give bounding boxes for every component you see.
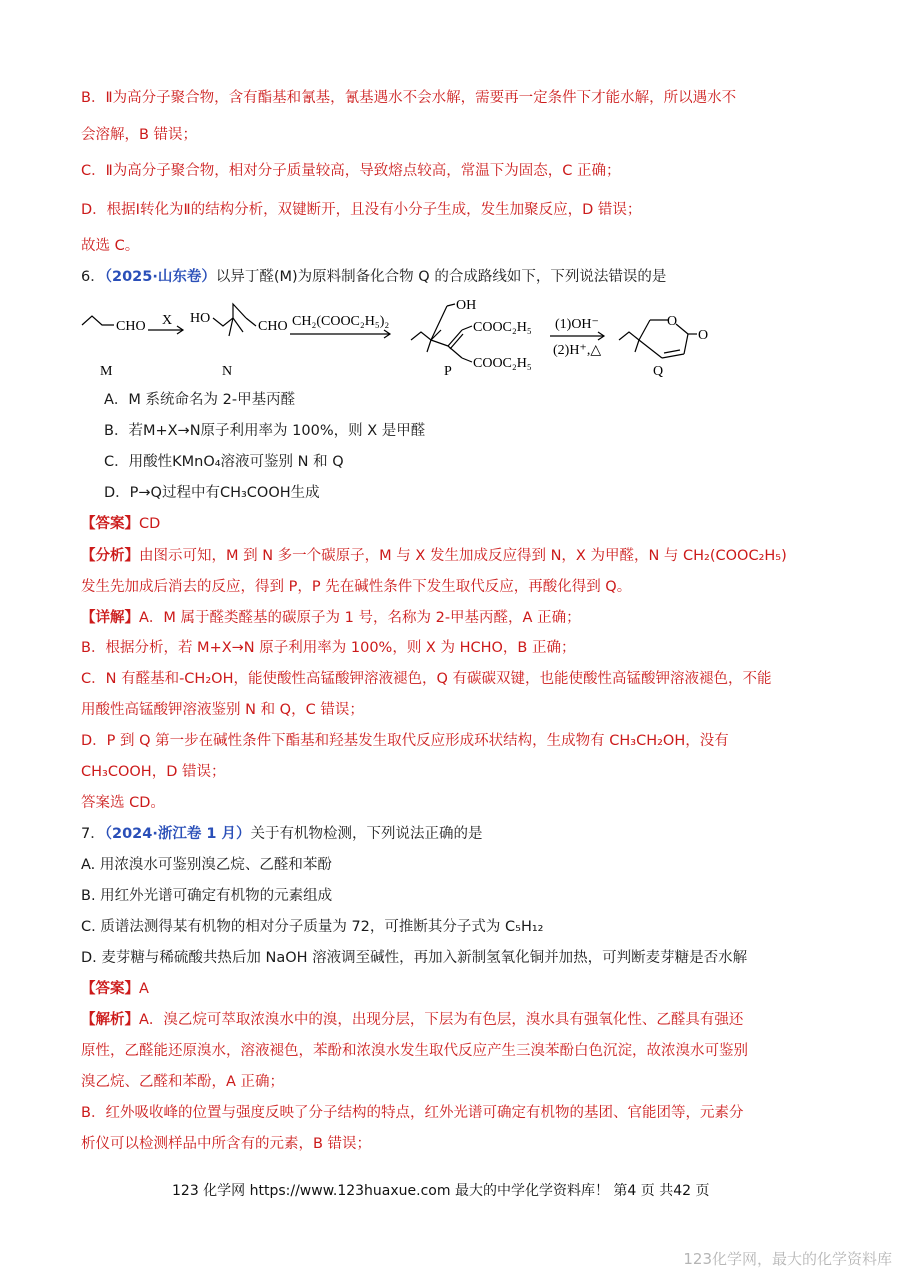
scheme-n-ho: HO [190,311,211,326]
question-6-detail-b: B．根据分析，若 M+X→N 原子利用率为 100%，则 X 为 HCHO，B 正确； [81,640,576,656]
synthesis-scheme [0,292,902,382]
page-footer: 123 化学网 https://www.123huaxue.com 最大的中学化学资料库！ 第4 页 共42 页 [172,1183,710,1199]
question-7-text: 关于有机物检测，下列说法正确的是 [250,826,483,842]
question-7-explain-a1 [81,1010,743,1030]
scheme-q-o-carbonyl: O [698,328,709,343]
scheme-x-label: X [162,313,173,328]
detail-tag: 【详解】 [81,610,139,626]
scheme-n-label: N [222,364,233,379]
question-6-answer [81,514,160,534]
question-7-explain-a2: 原性，乙醛能还原溴水，溶液褪色，苯酚和浓溴水发生取代反应产生三溴苯酚白色沉淀，故浓溴水可鉴别 [81,1043,748,1059]
question-6-detail-d2: CH₃COOH，D 错误； [81,764,226,780]
question-7-option-d: D. 麦芽糖与稀硫酸共热后加 NaOH 溶液调至碱性，再加入新制氢氧化铜并加热，可判断麦芽糖是否水解 [81,950,748,966]
question-6-number: 6． [81,269,105,285]
analysis-text-1: 由图示可知，M 到 N 多一个碳原子，M 与 X 发生加成反应得到 N，X 为甲醛，N 与 CH₂(COOC₂H₅) [139,548,787,564]
scheme-m-cho: CHO [116,319,146,334]
question-7-source: （2024·浙江卷 1 月） [104,826,251,842]
watermark: 123化学网，最大的化学资料库 [683,1250,892,1268]
question-7-answer [81,979,149,999]
question-7-option-a: A. 用浓溴水可鉴别溴乙烷、乙醛和苯酚 [81,857,332,873]
scheme-p-ester1: COOC₂H₅ [473,320,532,335]
question-6-detail-a [81,608,581,628]
scheme-step2: (2)H⁺,△ [553,343,602,358]
prev-option-c: C．Ⅱ为高分子聚合物，相对分子质量较高，导致熔点较高，常温下为固态，C 正确； [81,163,621,179]
prev-option-b-line1: B．Ⅱ为高分子聚合物，含有酯基和氰基，氰基遇水不会水解，需要再一定条件下才能水解，所以遇水不 [81,90,737,106]
question-7-number: 7． [81,826,105,842]
question-6-stem [81,267,666,287]
answer-tag: 【答案】 [81,981,139,997]
explain-a1-text: A．溴乙烷可萃取浓溴水中的溴，出现分层，下层为有色层，溴水具有强氧化性、乙醛具有强还 [139,1012,744,1028]
prev-option-d: D．根据Ⅰ转化为Ⅱ的结构分析，双键断开，且没有小分子生成，发生加聚反应，D 错误； [81,202,642,218]
question-6-analysis-line2: 发生先加成后消去的反应，得到 P，P 先在碱性条件下发生取代反应，再酸化得到 Q。 [81,579,632,595]
scheme-p-ester2: COOC₂H₅ [473,356,532,371]
question-6-detail-c2: 用酸性高锰酸钾溶液鉴别 N 和 Q，C 错误； [81,702,364,718]
prev-choose: 故选 C。 [81,238,140,254]
question-6-option-a: A．M 系统命名为 2-甲基丙醛 [104,392,296,408]
scheme-q-label: Q [653,364,664,379]
scheme-reagent: CH₂(COOC₂H₅)₂ [292,314,390,329]
question-6-detail-d1: D．P 到 Q 第一步在碱性条件下酯基和羟基发生取代反应形成环状结构，生成物有 CH₃CH₂OH，没有 [81,733,729,749]
question-6-final: 答案选 CD。 [81,795,165,811]
analysis-tag: 【分析】 [81,548,139,564]
explain-tag: 【解析】 [81,1012,139,1028]
question-7-option-c: C. 质谱法测得某有机物的相对分子质量为 72，可推断其分子式为 C₅H₁₂ [81,919,544,935]
prev-option-b-line2: 会溶解，B 错误； [81,127,198,143]
answer-tag: 【答案】 [81,516,139,532]
detail-a-text: A．M 属于醛类醛基的碳原子为 1 号，名称为 2-甲基丙醛，A 正确； [139,610,581,626]
question-6-analysis-line1 [81,546,787,566]
question-6-option-d: D．P→Q过程中有CH₃COOH生成 [104,485,320,501]
question-7-stem [81,824,483,844]
scheme-p-label: P [444,364,452,379]
answer-value: A [139,981,149,997]
scheme-step1: (1)OH⁻ [555,317,599,332]
question-6-source: （2025·山东卷） [104,269,216,285]
scheme-p-oh: OH [456,298,477,313]
question-6-option-c: C．用酸性KMnO₄溶液可鉴别 N 和 Q [104,454,344,470]
scheme-m-label: M [100,364,113,379]
answer-value: CD [139,516,161,532]
scheme-n-cho: CHO [258,319,288,334]
question-7-explain-b2: 析仪可以检测样品中所含有的元素，B 错误； [81,1136,372,1152]
question-6-option-b: B．若M+X→N原子利用率为 100%，则 X 是甲醛 [104,423,426,439]
question-7-explain-b1: B．红外吸收峰的位置与强度反映了分子结构的特点，红外光谱可确定有机物的基团、官能团等，元素分 [81,1105,744,1121]
question-6-text: 以异丁醛(M)为原料制备化合物 Q 的合成路线如下，下列说法错误的是 [215,269,667,285]
question-7-explain-a3: 溴乙烷、乙醛和苯酚，A 正确； [81,1074,285,1090]
question-7-option-b: B. 用红外光谱可确定有机物的元素组成 [81,888,333,904]
question-6-detail-c1: C．N 有醛基和-CH₂OH，能使酸性高锰酸钾溶液褪色，Q 有碳碳双键，也能使酸性高锰酸钾溶液褪色，不能 [81,671,772,687]
scheme-q-o-ring: O [667,314,678,329]
